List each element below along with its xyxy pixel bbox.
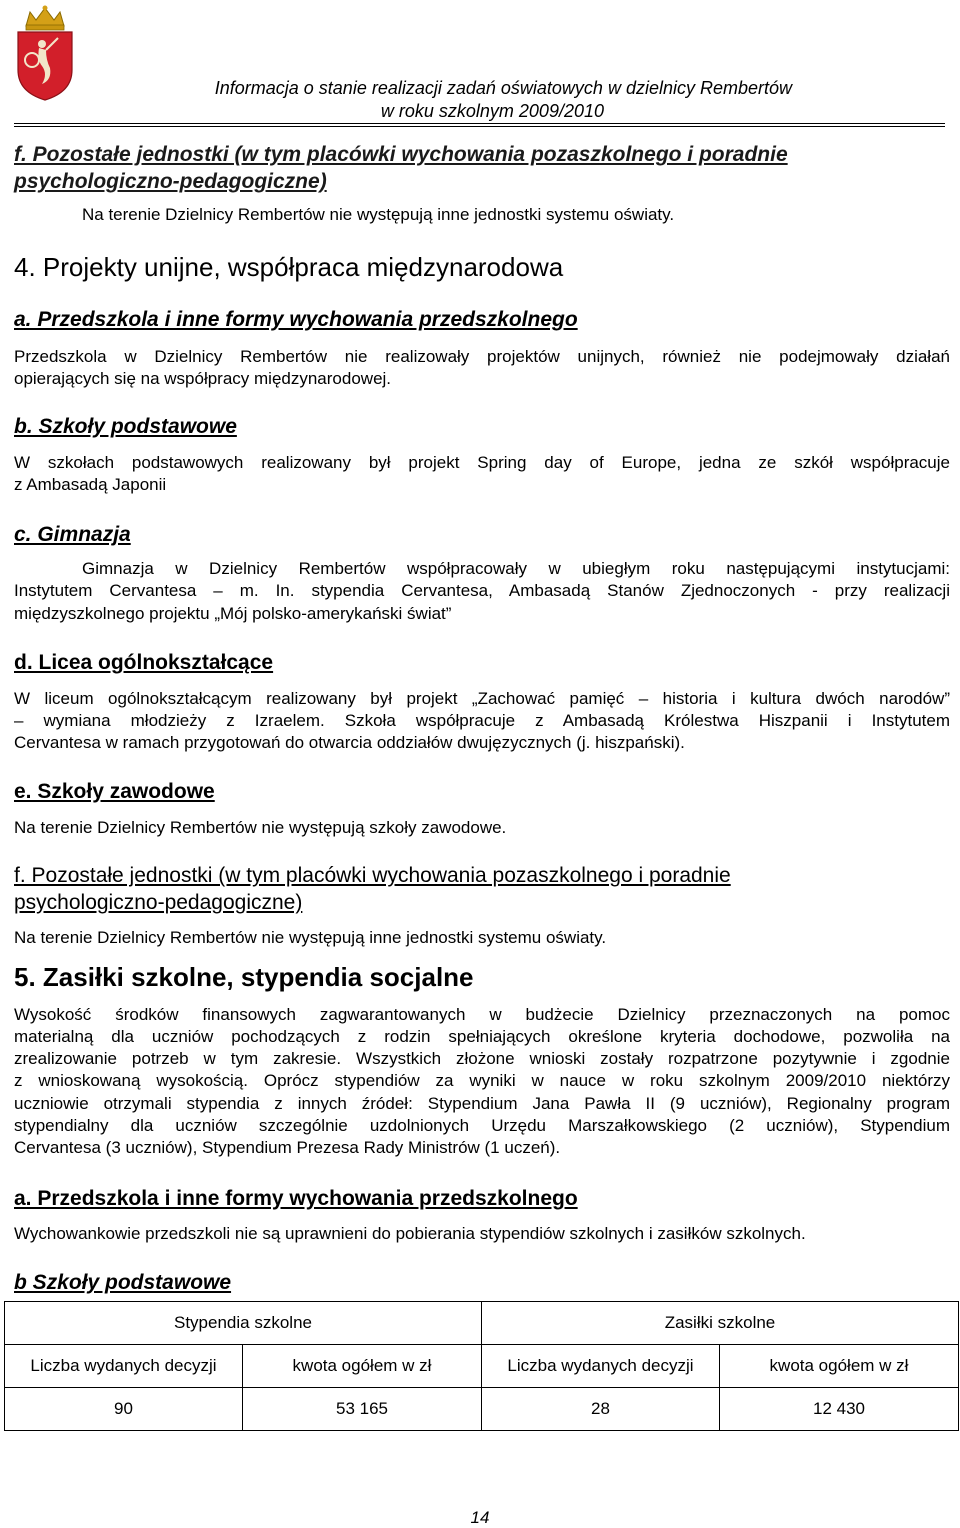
paragraph: zrealizowanie potrzeb w tym zakresie. Wszystkich złożone wnioski zostały rozpatrzone pozytywnie i zgodnie bbox=[14, 1049, 950, 1068]
paragraph: stypendialny dla uczniów szczególnie uzdolnionych Urzędu Marszałkowskiego (2 uczniów), Stypendium bbox=[14, 1116, 950, 1135]
section-heading: f. Pozostałe jednostki (w tym placówki wychowania pozaszkolnego i poradnie bbox=[14, 143, 788, 166]
paragraph: – wymiana młodzieży z Izraelem. Szkoła współpracuje z Ambasadą Królestwa Hiszpanii i Instytutem bbox=[14, 711, 950, 730]
header-divider bbox=[14, 123, 945, 124]
paragraph: międzyszkolnego projektu „Mój polsko-amerykański świat” bbox=[14, 604, 452, 623]
header-divider-secondary bbox=[14, 126, 945, 127]
table-cell: 12 430 bbox=[720, 1388, 959, 1431]
section-heading: e. Szkoły zawodowe bbox=[14, 780, 215, 803]
paragraph: Wychowankowie przedszkoli nie są uprawnieni do pobierania stypendiów szkolnych i zasiłków szkolnych. bbox=[14, 1224, 806, 1243]
table-column-header: Liczba wydanych decyzji bbox=[482, 1345, 720, 1388]
section-heading: d. Licea ogólnokształcące bbox=[14, 651, 274, 674]
paragraph: Cervantesa w ramach przygotowań do otwarcia oddziałów dwujęzycznych (j. hiszpański). bbox=[14, 733, 685, 752]
header-title: Informacja o stanie realizacji zadań oświatowych w dzielnicy Rembertów bbox=[214, 78, 792, 98]
paragraph: W liceum ogólnokształcącym realizowany był projekt „Zachować pamięć – historia i kultura dwóch narodów” bbox=[14, 689, 950, 708]
table-header-row bbox=[5, 1345, 959, 1388]
paragraph: z wnioskowaną wysokością. Oprócz stypendiów za wyniki w nauce w roku szkolnym 2009/2010 niektórzy bbox=[14, 1071, 950, 1090]
table-column-header: kwota ogółem w zł bbox=[720, 1345, 959, 1388]
chapter-heading: 4. Projekty unijne, współpraca międzynarodowa bbox=[14, 252, 564, 282]
section-heading: psychologiczno-pedagogiczne) bbox=[14, 891, 303, 914]
table-cell: 90 bbox=[5, 1388, 243, 1431]
paragraph: materialną dla uczniów pochodzących z rodzin spełniających określone kryteria dochodowe, pozwoliła na bbox=[14, 1027, 950, 1046]
paragraph: Przedszkola w Dzielnicy Rembertów nie realizowały projektów unijnych, również nie podejmowały działań bbox=[14, 347, 950, 366]
section-heading: a. Przedszkola i inne formy wychowania przedszkolnego bbox=[14, 308, 578, 331]
chapter-heading: 5. Zasiłki szkolne, stypendia socjalne bbox=[14, 962, 474, 992]
paragraph: Instytutem Cervantesa – m. In. stypendia Cervantesa, Ambasadą Stanów Zjednoczonych - przy realizacji bbox=[14, 581, 950, 600]
section-heading: b. Szkoły podstawowe bbox=[14, 415, 237, 438]
header-subtitle: w roku szkolnym 2009/2010 bbox=[380, 101, 604, 121]
page-number: 14 bbox=[470, 1508, 490, 1527]
stipend-table bbox=[4, 1301, 959, 1431]
paragraph: W szkołach podstawowych realizowany był projekt Spring day of Europe, jedna ze szkół współpracuje bbox=[14, 453, 950, 472]
table-column-header: kwota ogółem w zł bbox=[243, 1345, 482, 1388]
section-heading: f. Pozostałe jednostki (w tym placówki wychowania pozaszkolnego i poradnie bbox=[14, 864, 731, 887]
paragraph: Wysokość środków finansowych zagwarantowanych w budżecie Dzielnicy przeznaczonych na pomoc bbox=[14, 1005, 950, 1024]
paragraph: opierających się na współpracy międzynarodowej. bbox=[14, 369, 392, 388]
table-column-header: Liczba wydanych decyzji bbox=[5, 1345, 243, 1388]
section-heading: psychologiczno-pedagogiczne) bbox=[14, 170, 327, 193]
section-heading: c. Gimnazja bbox=[14, 523, 131, 546]
table-row bbox=[5, 1388, 959, 1431]
paragraph: z Ambasadą Japonii bbox=[14, 475, 167, 494]
table-group-header: Stypendia szkolne bbox=[5, 1302, 482, 1345]
table-group-header-row bbox=[5, 1302, 959, 1345]
paragraph: Gimnazja w Dzielnicy Rembertów współpracowały w ubiegłym roku następującymi instytucjami: bbox=[82, 559, 950, 578]
section-heading: b Szkoły podstawowe bbox=[14, 1271, 232, 1294]
paragraph: Na terenie Dzielnicy Rembertów nie występują inne jednostki systemu oświaty. bbox=[82, 205, 675, 224]
paragraph: Na terenie Dzielnicy Rembertów nie występują inne jednostki systemu oświaty. bbox=[14, 928, 607, 947]
paragraph: uczniowie otrzymali stypendia z innych źródeł: Stypendium Jana Pawła II (9 uczniów), Regionalny program bbox=[14, 1094, 950, 1113]
paragraph: Cervantesa (3 uczniów), Stypendium Prezesa Rady Ministrów (1 uczeń). bbox=[14, 1138, 561, 1157]
paragraph: Na terenie Dzielnicy Rembertów nie występują szkoły zawodowe. bbox=[14, 818, 507, 837]
table-group-header: Zasiłki szkolne bbox=[482, 1302, 959, 1345]
table-cell: 28 bbox=[482, 1388, 720, 1431]
warsaw-crest-logo bbox=[12, 4, 78, 102]
section-heading: a. Przedszkola i inne formy wychowania przedszkolnego bbox=[14, 1187, 578, 1210]
table-cell: 53 165 bbox=[243, 1388, 482, 1431]
